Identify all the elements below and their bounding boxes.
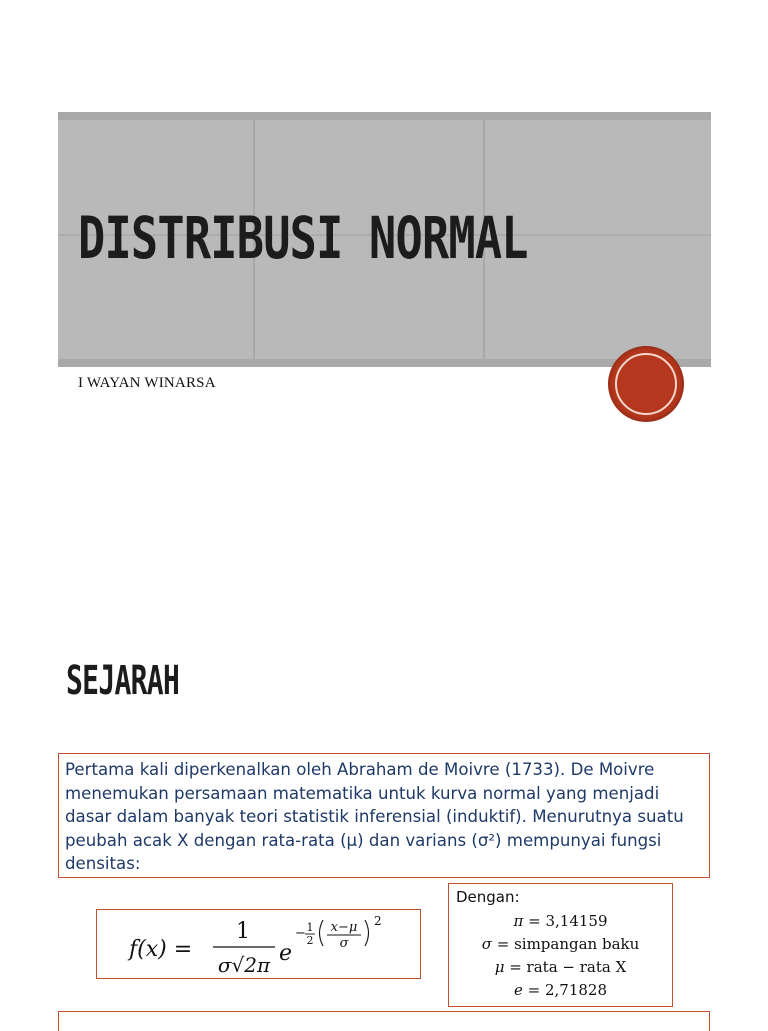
formula-exp-sign: −	[295, 926, 306, 941]
formula-left-paren	[320, 920, 324, 946]
formula-exp-frac-num: x−μ	[330, 920, 358, 935]
decorative-circle-icon	[608, 346, 684, 422]
formula-exp-coeff-den: 2	[306, 934, 314, 947]
formula-lhs: f(x) =	[129, 937, 193, 962]
density-formula-box	[96, 909, 421, 979]
formula-exp-coeff-num: 1	[306, 921, 314, 934]
formula-denominator: σ√2π	[217, 953, 271, 977]
definitions-box	[448, 883, 673, 1007]
next-content-box	[58, 1011, 710, 1031]
title-banner	[58, 112, 711, 367]
intro-paragraph: Pertama kali diperkenalkan oleh Abraham de Moivre (1733). De Moivre menemukan persamaan matematika untuk kurva normal yang menjadi dasar dalam banyak teori statistik inferensial (induktif). Menurutnya suatu peubah acak X dengan rata-rata (μ) dan varians (σ²) mempunyai fungsi densitas:	[65, 760, 684, 873]
definition-mu: μ = rata − rata X	[494, 958, 627, 976]
definition-sigma: σ = simpangan baku	[481, 935, 640, 953]
banner-top-strip	[58, 112, 711, 120]
formula-right-paren	[365, 920, 369, 946]
density-formula	[97, 910, 422, 980]
history-slide	[0, 600, 768, 1024]
formula-base: e	[279, 941, 293, 966]
slide-title: DISTRIBUSI NORMAL	[78, 204, 528, 272]
intro-box	[58, 753, 710, 878]
formula-exp-power: 2	[374, 914, 382, 928]
definitions-label: Dengan:	[456, 888, 520, 906]
formula-numerator: 1	[236, 919, 250, 944]
author-name: I WAYAN WINARSA	[78, 375, 216, 391]
formula-exp-frac-den: σ	[339, 936, 349, 951]
slide-heading: SEJARAH	[66, 658, 180, 704]
definition-pi: π = 3,14159	[513, 912, 608, 930]
definition-e: e = 2,71828	[513, 981, 608, 999]
